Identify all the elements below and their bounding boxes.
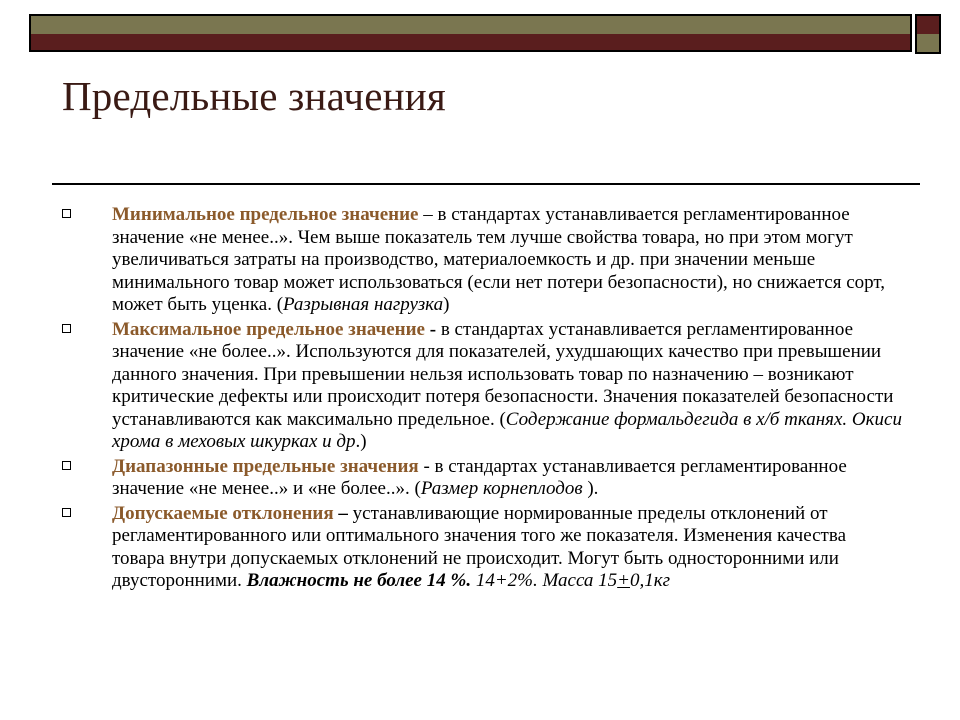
item-example-end: 0,1кг (630, 570, 671, 591)
item-term: Диапазонные предельные значения (112, 455, 419, 477)
item-text-end: .) (355, 431, 367, 452)
list-item (62, 503, 902, 593)
item-dash: – (333, 502, 348, 524)
list-item (62, 204, 902, 317)
header-square-maroon (915, 14, 941, 36)
header-square-olive (915, 34, 941, 54)
item-term: Максимальное предельное значение (112, 318, 425, 340)
item-example: Разрывная нагрузка (283, 294, 444, 315)
item-text: – в стандартах устанавливается регламентированное значение «не менее..». Чем выше показатель тем лучше свойства товара, но при этом могут увеличиваться затраты на производство, материалоемкость и др. при значении меньше минимального товар может использоваться (если нет потери безопасности), но снижается сорт, может быть уценка. ( (112, 204, 886, 315)
title-divider (52, 183, 920, 185)
list-item (62, 319, 902, 454)
item-term: Минимальное предельное значение (112, 204, 419, 225)
item-text: - в стандартах устанавливается регламентированное значение «не менее..» и «не более..». ( (112, 455, 847, 499)
item-text-end: ). (582, 478, 599, 499)
item-text: устанавливающие нормированные пределы отклонений от регламентированного или оптимального значения того же показателя. Изменения качества товара внутри допускаемых отклонений не происходит. Могут быть односторонними или двусторонними. (112, 502, 847, 591)
header-bar-maroon (29, 34, 912, 52)
square-bullet-icon (62, 324, 71, 333)
item-example-plus: + (617, 570, 630, 591)
square-bullet-icon (62, 508, 71, 517)
item-text: в стандартах устанавливается регламентированное значение «не более..». Используются для показателей, ухудшающих качество при превышении данного значения. При превышении нельзя использовать товар по назначению – возникают критические дефекты или происходит потеря безопасности. Значения показателей безопасности устанавливаются как максимально предельное. ( (112, 318, 894, 430)
item-text-end: ) (443, 294, 450, 315)
header-decoration (0, 0, 960, 60)
item-example: 14+2%. Масса 15 (471, 570, 618, 591)
item-dash: - (424, 318, 437, 340)
square-bullet-icon (62, 461, 71, 470)
header-bar-olive (29, 14, 912, 36)
square-bullet-icon (62, 209, 71, 218)
slide-title: Предельные значения (62, 73, 446, 119)
item-example: Размер корнеплодов (420, 478, 583, 499)
item-term: Допускаемые отклонения (112, 502, 334, 524)
bullet-list (62, 204, 902, 595)
item-example: Содержание формальдегида в х/б тканях. Окиси хрома в меховых шкурках и др (112, 408, 902, 452)
item-emphasis: Влажность не более 14 %. (246, 570, 472, 591)
list-item (62, 456, 902, 501)
